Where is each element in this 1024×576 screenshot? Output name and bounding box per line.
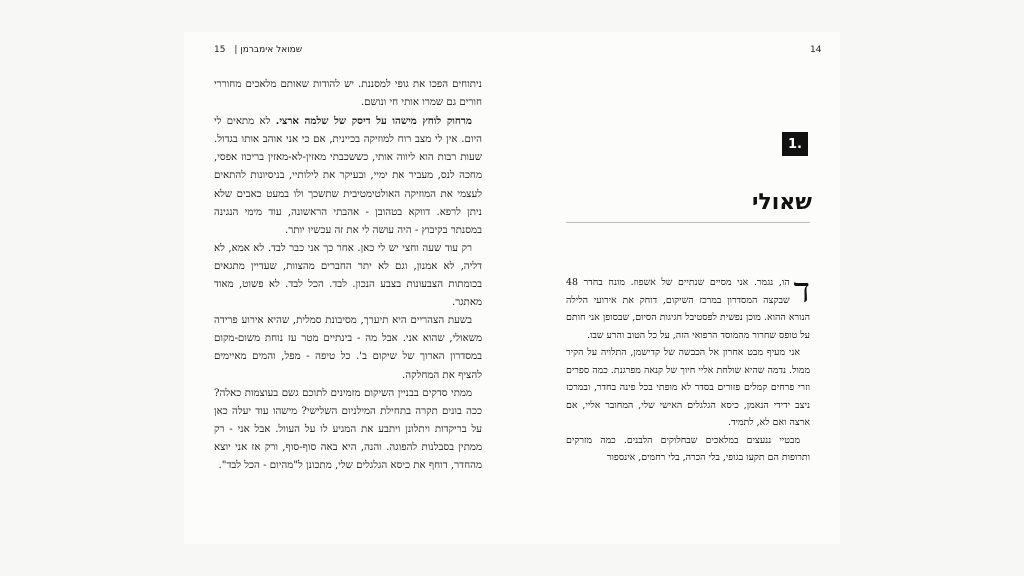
paragraph-bold-lead: מרחוק לוחץ מישהו על דיסק של שלמה ארצי. <box>275 115 472 128</box>
paragraph-text: הו, נגמר. אני מסיים שנתיים של אשפוז. מונח בחדר 48 שבקצה המסדרון במרכז השיקום, דוחק את אירועי הלילה הנורא ההוא. מוכן נפשית לפסטיבל חגיגות הסיום, שבסופן אני חותם על טופס שחרור מהמוסד הרפואי הזה, על כל הטוב והרע שבו. <box>566 277 810 341</box>
author-name: שמואל אימברמן <box>240 45 303 55</box>
chapter-number-badge: 1. <box>782 132 808 156</box>
running-head-separator: | <box>234 45 238 55</box>
chapter-title: שאולי <box>751 190 812 215</box>
drop-cap: ד <box>793 271 810 311</box>
left-page <box>184 32 512 544</box>
paragraph-text: לא מתאים לי היום. אין לי מצב רוח למוזיקה בכיינית, אם כי אני אוהב אותו בגדול. שעות רבות הוא ליווה אותי, כששכבתי מאזין-לא-מאזין בריכוז אפסי, מחכה לנס, מעביר את ימיי, ובעיקר את לילותיי, בניסיונות להתאים לעצמי את המוזיקה האולטימטיבית שתשכך ולו במעט כאבים שלא ניתן לרפא. דווקא בטהובן - אהבתי הראשונה, עוד מימי הנגינה במסנתר בקיבוץ - היה עושה לי את זה עכשיו יותר. <box>214 116 482 236</box>
running-head <box>214 45 302 55</box>
left-paragraph-5 <box>214 385 482 475</box>
paragraph-text: רק עוד שעה וחצי יש לי כאן. אחר כך אני כבר לבד. לא אמא, לא דליה, לא אמנון, וגם לא יתר החברים מהצוות, שעדיין מתגאים בכומתות הצבעונות בצבע הנכון. לבד. הכל לבד. לא פשוט, מאוד מאתגר. <box>214 242 482 309</box>
right-paragraph-3 <box>566 432 810 467</box>
right-paragraph-1 <box>566 271 810 344</box>
left-paragraph-4 <box>214 312 482 384</box>
paragraph-text: ניתוחים הפכו את גופי למסננת. יש להודות שאותם מלאכים מחוררי חורים גם שמרו אותי חי ונושם. <box>214 79 482 109</box>
left-paragraph-2 <box>214 112 482 240</box>
book-spread <box>184 32 840 544</box>
page-number-left: 15 <box>214 45 226 55</box>
left-body-text <box>214 76 482 475</box>
chapter-divider <box>566 222 810 223</box>
right-page <box>512 32 840 544</box>
page-number-right: 14 <box>810 45 822 55</box>
right-paragraph-2 <box>566 344 810 432</box>
paragraph-text: אני מעיף מבט אחרון אל הכבשה של קדישמן, התלויה על הקיר ממול. נדמה שהיא שולחת אליי חיוך של קנאה מפרגנת. כמה ספרים וזרי פרחים קמלים פזורים בסדר לא מופתי בכל פינה בחדר, ובמרכז ניצב ידידי הנאמן, כיסא הגלגלים האישי שלי, המחובר אליי, אם ארצה ואם לא, לתמיד. <box>566 347 810 428</box>
paragraph-text: בשעת הצהריים היא תיערך, מסיבונת סמלית, שהיא אירוע פרידה משאולי, שהוא אני. אבל מה - בינתיים מטר עז נוחת משום-מקום במסדרון הארוך של שיקום ב'. כל טיפה - מפל, והמים מאיימים להציף את המחלקה. <box>214 315 482 381</box>
left-paragraph-3 <box>214 240 482 312</box>
right-body-text <box>566 271 810 467</box>
left-paragraph-1 <box>214 76 482 112</box>
paragraph-text: מבטיי ננעצים במלאכים שבחלוקים הלבנים. כמה מזרקים ותרופות הם תקעו בגופי, בלי הכרה, בלי רחמים, אינספור <box>566 434 810 463</box>
paragraph-text: ממתי סדקים בבניין השיקום מזמינים לתוכם גשם בעוצמות כאלה? ככה בונים תקרה בתחילת המילניום השלישי? מישהו עוד יעלה כאן על בריקדות ויתלונן ויתבע את המגיע לו על העוול. אבל אני - רק ממתין בסבלנות להפוגה. והנה, היא באה סוף-סוף, ורק אז אני יוצא מהחדר, דוחף את כיסא הגלגלים שלי, מתכונן ל"מהיום - הכל לבד". <box>214 387 482 471</box>
